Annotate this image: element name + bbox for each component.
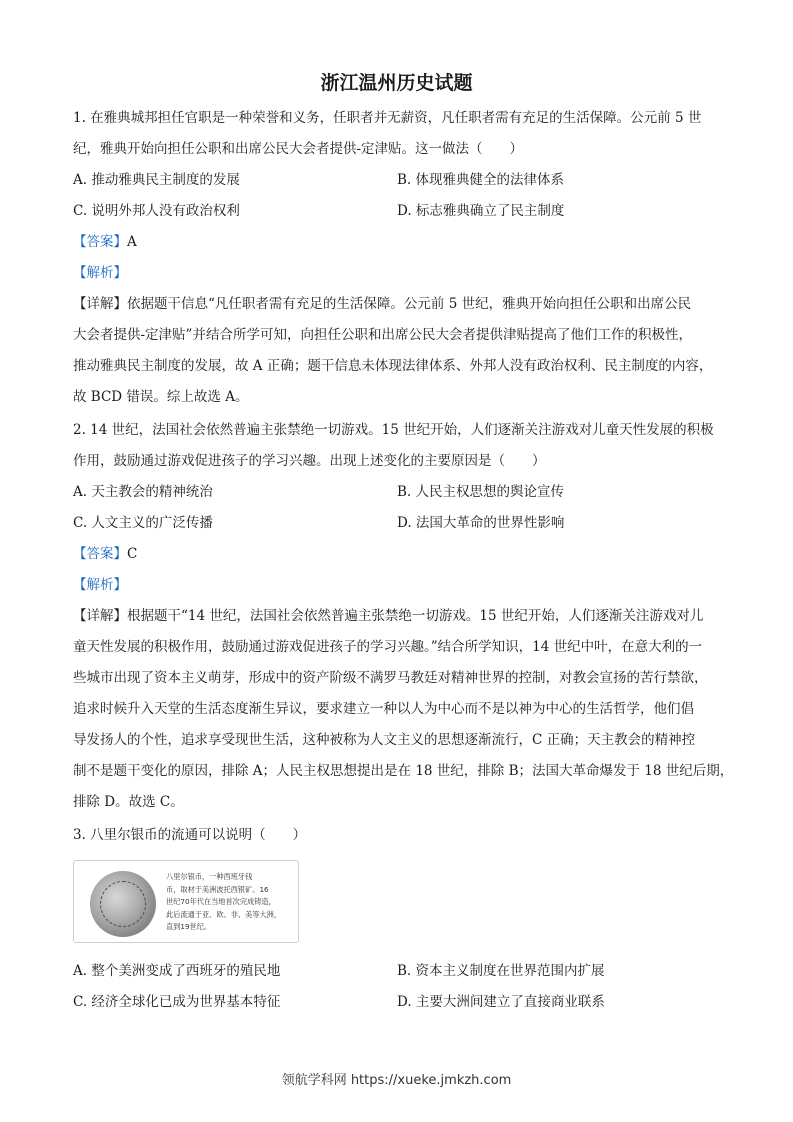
coin-rim — [100, 881, 146, 927]
q2-detail-line-6: 制不是题干变化的原因，排除 A；人民主权思想提出是在 18 世纪，排除 B；法国大革命爆发于 18 世纪后期， — [73, 763, 734, 779]
coin-caption-line-4: 此后流通于亚、欧、非、美等大洲， — [166, 909, 282, 919]
q1-detail-line-3: 推动雅典民主制度的发展，故 A 正确；题干信息未体现法律体系、外邦人没有政治权利、民主制度的内容， — [73, 358, 713, 374]
coin-caption-line-2: 币，取材于美洲波托西银矿。16 — [166, 884, 269, 894]
detail-text: 根据题干“14 世纪，法国社会依然普遍主张禁绝一切游戏。15 世纪开始，人们逐渐关注游戏对儿 — [127, 608, 704, 624]
q2-detail-line-4: 追求时候升入天堂的生活态度渐生异议，要求建立一种以人为中心而不是以神为中心的生活哲学，他们倡 — [73, 701, 694, 717]
q2-stem-line-1: 2. 14 世纪，法国社会依然普遍主张禁绝一切游戏。15 世纪开始，人们逐渐关注游戏对儿童天性发展的积极 — [73, 422, 714, 438]
page-title: 浙江温州历史试题 — [320, 72, 473, 94]
q2-analysis-tag — [73, 575, 127, 595]
q2-option-a: A. 天主教会的精神统治 — [73, 484, 213, 500]
coin-icon — [90, 871, 156, 937]
q1-option-b: B. 体现雅典健全的法律体系 — [397, 172, 565, 188]
q3-option-d: D. 主要大洲间建立了直接商业联系 — [397, 994, 605, 1010]
q1-stem-line-1: 1. 在雅典城邦担任官职是一种荣誉和义务，任职者并无薪资，凡任职者需有充足的生活保障。公元前 5 世 — [73, 110, 702, 126]
q2-stem-line-2: 作用，鼓励通过游戏促进孩子的学习兴趣。出现上述变化的主要原因是（ ） — [73, 453, 546, 469]
q1-answer — [73, 232, 137, 252]
q3-option-b: B. 资本主义制度在世界范围内扩展 — [397, 963, 605, 979]
q1-stem-line-2: 纪，雅典开始向担任公职和出席公民大会者提供-定津贴。这一做法（ ） — [73, 141, 524, 157]
detail-tag: 【详解】 — [73, 296, 127, 312]
answer-value: C — [127, 546, 138, 562]
q1-option-d: D. 标志雅典确立了民主制度 — [397, 203, 565, 219]
footer-watermark: 领航学科网 https://xueke.jmkzh.com — [281, 1073, 512, 1088]
coin-caption-line-1: 八里尔银币，一种西班牙钱 — [166, 872, 253, 881]
q1-detail-line-1 — [73, 294, 691, 314]
q1-detail-line-2: 大会者提供-定津贴”并结合所学可知，向担任公职和出席公民大会者提供津贴提高了他们工作的积极性， — [73, 327, 692, 343]
q2-detail-line-3: 些城市出现了资本主义萌芽，形成中的资产阶级不满罗马教廷对精神世界的控制，对教会宣扬的苦行禁欲， — [73, 670, 708, 686]
analysis-tag: 【解析】 — [73, 577, 127, 593]
answer-value: A — [127, 234, 137, 250]
q3-option-a: A. 整个美洲变成了西班牙的殖民地 — [73, 963, 281, 979]
q1-detail-line-4: 故 BCD 错误。综上故选 A。 — [73, 389, 249, 405]
q1-option-c: C. 说明外邦人没有政治权利 — [73, 203, 240, 219]
q2-option-b: B. 人民主权思想的舆论宣传 — [397, 484, 565, 500]
q2-detail-line-7: 排除 D。故选 C。 — [73, 794, 184, 810]
coin-caption-line-5: 直到19世纪。 — [166, 922, 212, 931]
detail-text: 依据题干信息“凡任职者需有充足的生活保障。公元前 5 世纪，雅典开始向担任公职和出席公民 — [127, 296, 692, 312]
q2-option-c: C. 人文主义的广泛传播 — [73, 515, 213, 531]
q3-option-c: C. 经济全球化已成为世界基本特征 — [73, 994, 281, 1010]
q2-answer — [73, 544, 137, 564]
silver-coin-image — [73, 860, 299, 943]
answer-tag: 【答案】 — [73, 234, 127, 250]
coin-caption-line-3: 世纪70年代在当地首次完成铸造， — [166, 897, 276, 906]
q2-detail-line-1 — [73, 606, 703, 626]
detail-tag: 【详解】 — [73, 608, 127, 624]
q1-option-a: A. 推动雅典民主制度的发展 — [73, 172, 240, 188]
q1-analysis-tag — [73, 263, 127, 283]
q3-stem-line-1: 3. 八里尔银币的流通可以说明（ ） — [73, 827, 307, 843]
coin-caption — [166, 871, 294, 934]
q2-detail-line-2: 童天性发展的积极作用，鼓励通过游戏促进孩子的学习兴趣。”结合所学知识，14 世纪中叶，在意大利的一 — [73, 639, 703, 655]
answer-tag: 【答案】 — [73, 546, 127, 562]
analysis-tag: 【解析】 — [73, 265, 127, 281]
q2-option-d: D. 法国大革命的世界性影响 — [397, 515, 565, 531]
q2-detail-line-5: 导发扬人的个性，追求享受现世生活，这种被称为人文主义的思想逐渐流行，C 正确；天主教会的精神控 — [73, 732, 696, 748]
